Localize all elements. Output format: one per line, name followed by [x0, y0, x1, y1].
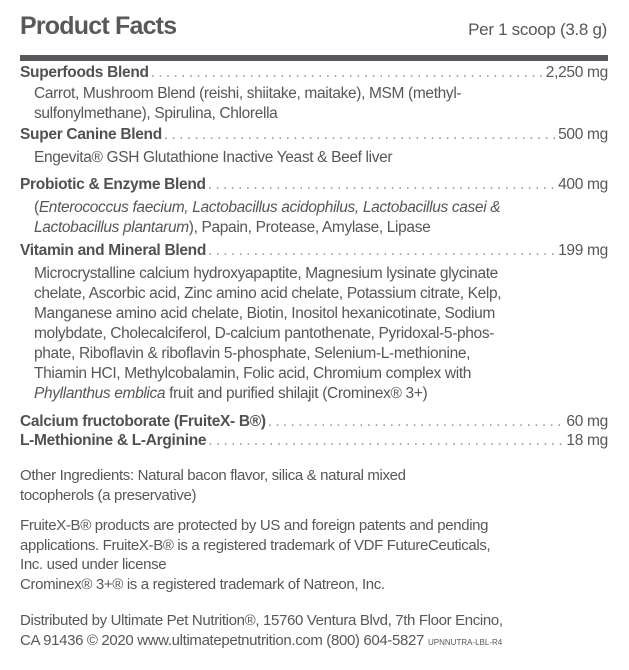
desc-line: Manganese amino acid chelate, Biotin, Inositol hexanicotinate, Sodium [34, 305, 495, 322]
ingredient-row [20, 126, 608, 144]
ingredient-row [20, 413, 608, 431]
serving-size: Per 1 scoop (3.8 g) [468, 20, 607, 39]
ingredient-name: Superfoods Blend [20, 64, 149, 81]
ingredient-amount: 18 mg [566, 432, 608, 449]
desc-line: phate, Riboflavin & riboflavin 5-phosphate, Selenium-L-methionine, [34, 345, 471, 362]
desc-line: fruit and purified shilajit (Crominex® 3+) [165, 385, 428, 402]
leader-dots [164, 126, 556, 144]
ingredient-amount: 500 mg [558, 126, 608, 143]
distributor-info [20, 611, 503, 652]
leader-dots [268, 413, 565, 431]
other-ingredients [20, 466, 406, 505]
leader-dots [208, 176, 556, 194]
species-list: Enterococcus faecium, Lactobacillus acidophilus, Lactobacillus casei & [38, 199, 501, 216]
enzyme-list: ), Papain, Protease, Amylase, Lipase [188, 219, 431, 236]
text-line: tocopherols (a preservative) [20, 486, 197, 504]
leader-dots [208, 242, 556, 260]
text-line: applications. FruiteX-B® is a registered trademark of VDF FutureCeuticals, [20, 536, 491, 554]
ingredient-name: Probiotic & Enzyme Blend [20, 176, 206, 193]
ingredient-row [20, 242, 608, 260]
ingredient-name: Calcium fructoborate (FruiteX- B®) [20, 413, 266, 430]
leader-dots [208, 432, 564, 450]
ingredient-amount: 199 mg [558, 242, 608, 259]
text-line: Crominex® 3+® is a registered trademark of Natreon, Inc. [20, 575, 385, 593]
page-title: Product Facts [20, 12, 177, 40]
ingredient-amount: 60 mg [566, 413, 608, 430]
text-line: Other Ingredients: Natural bacon flavor, silica & natural mixed [20, 467, 406, 484]
ingredient-row [20, 176, 608, 194]
leader-dots [151, 64, 544, 82]
ingredient-amount: 400 mg [558, 176, 608, 193]
ingredient-name: Vitamin and Mineral Blend [20, 242, 207, 259]
trademark-notice [20, 516, 490, 594]
desc-line: chelate, Ascorbic acid, Zinc amino acid chelate, Potassium citrate, Kelp, [34, 285, 502, 302]
ingredient-row [20, 64, 608, 82]
species-list: Lactobacillus plantarum [34, 219, 189, 236]
desc-line: sulfonylmethane), Spirulina, Chlorella [34, 105, 278, 122]
ingredient-amount: 2,250 mg [545, 64, 608, 81]
desc-line: Engevita® GSH Glutathione Inactive Yeast & Beef liver [34, 149, 393, 166]
desc-line: Carrot, Mushroom Blend (reishi, shiitake, maitake), MSM (methyl- [34, 85, 462, 102]
text-line: FruiteX-B® products are protected by US and foreign patents and pending [20, 517, 489, 534]
ingredient-name: L-Methionine & L-Arginine [20, 432, 207, 449]
desc-italic: Phyllanthus emblica [34, 385, 166, 402]
ingredient-description [34, 84, 461, 124]
ingredient-description [34, 264, 501, 404]
text-line: CA 91436 © 2020 www.ultimatepetnutrition.com (800) 604-5827 [20, 631, 424, 649]
ingredient-name: Super Canine Blend [20, 126, 162, 143]
ingredient-description: (Enterococcus faecium, Lactobacillus acidophilus, Lactobacillus casei & Lactobacillus plantarum), Papain, Protease, Amylase, Lipase [34, 199, 501, 236]
text-line: Distributed by Ultimate Pet Nutrition®, 15760 Ventura Blvd, 7th Floor Encino, [20, 612, 503, 629]
desc-line: molybdate, Cholecalciferol, D-calcium pantothenate, Pyridoxal-5-phos- [34, 325, 495, 342]
header-divider [20, 55, 608, 61]
text-line: Inc. used under license [20, 556, 167, 573]
desc-line: Thiamin HCI, Methylcobalamin, Folic acid, Chromium complex with [34, 365, 472, 382]
ingredient-description [34, 148, 392, 168]
desc-line: Microcrystalline calcium hydroxyapaptite, Magnesium lysinate glycinate [34, 265, 498, 282]
ingredient-row [20, 432, 608, 450]
label-code: UPNNUTRA-LBL-R4 [428, 637, 503, 647]
